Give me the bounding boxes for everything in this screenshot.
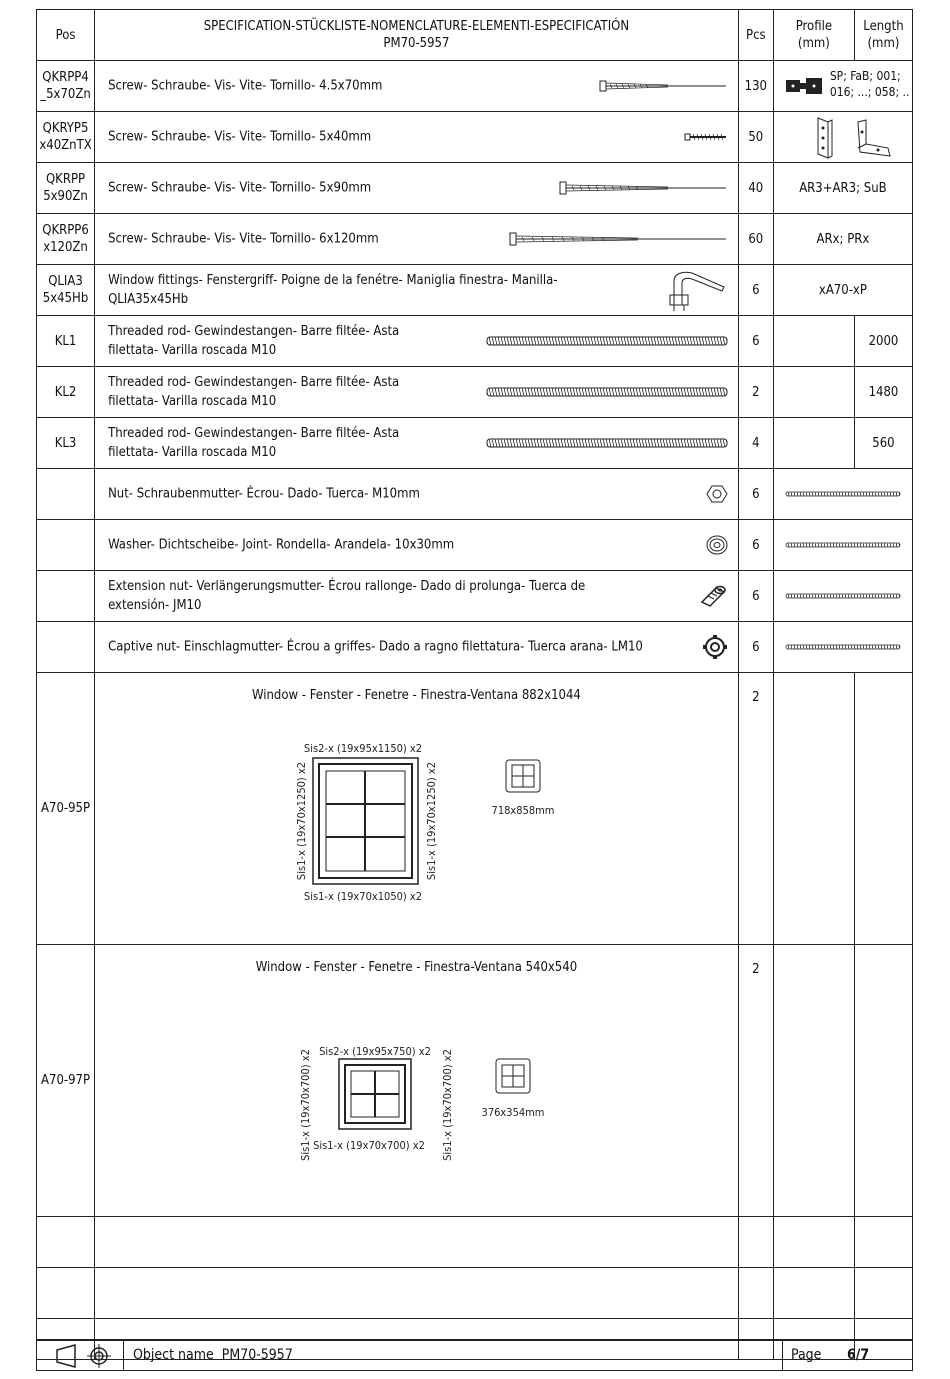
header-title-line1: SPECIFICATION-STÜCKLISTE-NOMENCLATURE-ELEMENTI-ESPECIFICATIÓN (203, 19, 630, 34)
row-profile (773, 469, 912, 520)
row-pos (37, 622, 95, 673)
specification-table (36, 9, 913, 1360)
row-length (854, 945, 912, 1217)
threaded-rod-icon (486, 438, 728, 448)
table-row (37, 61, 913, 112)
captive-nut-icon (702, 634, 728, 660)
threaded-rod-icon (486, 387, 728, 397)
hex-nut-icon (706, 484, 728, 504)
row-desc-text: Captive nut- Einschlagmutter- Écrou a griffes- Dado a ragno filettatura- Tuerca arana- LM10 (108, 639, 643, 655)
row-pcs: 2 (738, 367, 773, 418)
object-name-value: PM70-5957 (221, 1347, 293, 1363)
page-label: Page (791, 1347, 822, 1363)
table-row (37, 163, 913, 214)
row-pcs: 4 (738, 418, 773, 469)
table-row-window (37, 945, 913, 1217)
row-pos (37, 571, 95, 622)
window-left-label: Sis1-x (19x70x700) x2 (299, 1049, 313, 1161)
header-title-line2: PM70-5957 (383, 36, 450, 51)
row-pos (37, 520, 95, 571)
threaded-rod-icon (785, 593, 901, 599)
table-row (37, 367, 913, 418)
row-pos: QKRYP5 x40ZnTX (37, 112, 95, 163)
window-glass-label: 718x858mm (491, 804, 555, 817)
row-pcs: 6 (738, 571, 773, 622)
table-row-empty (37, 1268, 913, 1319)
row-desc-text: Extension nut- Verlängerungsmutter- Écrou rallonge- Dado di prolunga- Tuerca de extensión- JM10 (108, 579, 586, 613)
row-pos: A70-97P (37, 945, 95, 1217)
row-pcs: 6 (738, 469, 773, 520)
row-desc-text: Threaded rod- Gewindestangen- Barre filtée- Asta filettata- Varilla roscada M10 (108, 324, 400, 358)
row-desc-text: Screw- Schraube- Vis- Vite- Tornillo- 5x90mm (108, 180, 372, 196)
row-desc (95, 214, 739, 265)
row-pcs: 50 (738, 112, 773, 163)
row-profile (773, 520, 912, 571)
row-pos: KL1 (37, 316, 95, 367)
title-block (36, 1339, 913, 1371)
projection-symbol-icon (37, 1341, 117, 1371)
row-pcs: 6 (738, 265, 773, 316)
row-length: 1480 (854, 367, 912, 418)
header-pos: Pos (37, 10, 95, 61)
window-drawing (95, 673, 738, 928)
row-desc-text: Threaded rod- Gewindestangen- Barre filtée- Asta filettata- Varilla roscada M10 (108, 375, 400, 409)
row-profile (773, 673, 854, 945)
row-length: 2000 (854, 316, 912, 367)
row-pcs: 2 (738, 945, 773, 1217)
header-pcs: Pcs (738, 10, 773, 61)
header-title (95, 10, 739, 61)
row-desc (95, 520, 739, 571)
header-profile-label: Profile (795, 19, 833, 34)
row-desc-text: Threaded rod- Gewindestangen- Barre filtée- Asta filettata- Varilla roscada M10 (108, 426, 400, 460)
window-top-label: Sis2-x (19x95x1150) x2 (303, 742, 423, 755)
row-profile: xA70-xP (773, 265, 912, 316)
row-desc (95, 265, 739, 316)
table-row (37, 316, 913, 367)
row-desc-text: Nut- Schraubenmutter- Écrou- Dado- Tuerca- M10mm (108, 486, 420, 502)
window-drawing (95, 945, 738, 1200)
object-name-label: Object name (133, 1347, 214, 1363)
row-desc-text: Screw- Schraube- Vis- Vite- Tornillo- 4.5x70mm (108, 78, 383, 94)
table-row (37, 469, 913, 520)
object-name (133, 1347, 293, 1363)
row-desc (95, 61, 739, 112)
row-pos: QKRPP 5x90Zn (37, 163, 95, 214)
window-glass-label: 376x354mm (481, 1106, 545, 1119)
row-profile (773, 367, 854, 418)
row-profile (773, 571, 912, 622)
angle-bracket-icon (854, 118, 894, 158)
row-desc (95, 673, 739, 945)
screw-icon (508, 231, 728, 247)
row-pcs: 6 (738, 520, 773, 571)
window-title: Window - Fenster - Fenetre - Finestra-Ventana 882x1044 (251, 688, 581, 703)
header-length-label: Length (863, 19, 904, 34)
row-profile (773, 622, 912, 673)
window-left-label: Sis1-x (19x70x1250) x2 (295, 761, 309, 881)
table-row (37, 214, 913, 265)
row-profile: ARx; PRx (773, 214, 912, 265)
row-desc-text: Screw- Schraube- Vis- Vite- Tornillo- 5x40mm (108, 129, 372, 145)
row-profile (773, 112, 912, 163)
row-desc (95, 418, 739, 469)
window-right-label: Sis1-x (19x70x1250) x2 (425, 761, 439, 881)
row-profile (773, 418, 854, 469)
threaded-rod-icon (785, 644, 901, 650)
threaded-rod-icon (785, 542, 901, 548)
row-profile: AR3+AR3; SuB (773, 163, 912, 214)
page-number: 6/7 (847, 1347, 870, 1363)
row-desc (95, 945, 739, 1217)
row-desc (95, 571, 739, 622)
header-row (37, 10, 913, 61)
row-pcs: 60 (738, 214, 773, 265)
row-desc (95, 622, 739, 673)
row-pcs: 2 (738, 673, 773, 945)
row-desc (95, 469, 739, 520)
row-pos (37, 469, 95, 520)
row-pcs: 40 (738, 163, 773, 214)
extension-nut-icon (698, 584, 728, 608)
table-row (37, 520, 913, 571)
hinge-icon (784, 75, 826, 97)
table-row-empty (37, 1217, 913, 1268)
row-profile (773, 945, 854, 1217)
window-bottom-label: Sis1-x (19x70x1050) x2 (303, 890, 423, 903)
row-desc (95, 367, 739, 418)
row-desc (95, 163, 739, 214)
table-row (37, 571, 913, 622)
header-length (854, 10, 912, 61)
screw-icon (598, 78, 728, 94)
window-title: Window - Fenster - Fenetre - Finestra-Ventana 540x540 (255, 960, 578, 975)
row-desc-text: Window fittings- Fenstergriff- Poigne de la fenétre- Maniglia finestra- Manilla- QLIA35x45Hb (108, 273, 558, 307)
header-length-unit: (mm) (867, 36, 900, 51)
table-row (37, 418, 913, 469)
window-bottom-label: Sis1-x (19x70x700) x2 (313, 1139, 425, 1152)
header-profile (773, 10, 854, 61)
row-desc-text: Screw- Schraube- Vis- Vite- Tornillo- 6x120mm (108, 231, 379, 247)
screw-icon (684, 131, 728, 143)
row-desc (95, 112, 739, 163)
threaded-rod-icon (785, 491, 901, 497)
window-right-label: Sis1-x (19x70x700) x2 (441, 1049, 455, 1161)
row-profile (773, 61, 912, 112)
table-row (37, 112, 913, 163)
row-desc-text: Washer- Dichtscheibe- Joint- Rondella- Arandela- 10x30mm (108, 537, 455, 553)
row-pos: A70-95P (37, 673, 95, 945)
row-length (854, 673, 912, 945)
table-row-window (37, 673, 913, 945)
row-desc (95, 316, 739, 367)
screw-icon (558, 180, 728, 196)
row-pcs: 6 (738, 622, 773, 673)
row-length: 560 (854, 418, 912, 469)
row-profile (773, 316, 854, 367)
row-pcs: 6 (738, 316, 773, 367)
row-pos: QKRPP6 x120Zn (37, 214, 95, 265)
bracket-icon (812, 116, 836, 160)
threaded-rod-icon (486, 336, 728, 346)
row-pcs: 130 (738, 61, 773, 112)
washer-icon (706, 534, 728, 556)
row-pos: QLIA3 5x45Hb (37, 265, 95, 316)
specification-sheet (36, 9, 913, 1371)
row-pos: QKRPP4 _5x70Zn (37, 61, 95, 112)
row-pos: KL3 (37, 418, 95, 469)
row-pos: KL2 (37, 367, 95, 418)
window-top-label: Sis2-x (19x95x750) x2 (319, 1045, 431, 1058)
table-row (37, 265, 913, 316)
row-profile-text: SP; FaB; 001; 016; ...; 058; .. (829, 69, 910, 99)
header-profile-unit: (mm) (797, 36, 830, 51)
window-handle-icon (666, 267, 728, 313)
table-row (37, 622, 913, 673)
